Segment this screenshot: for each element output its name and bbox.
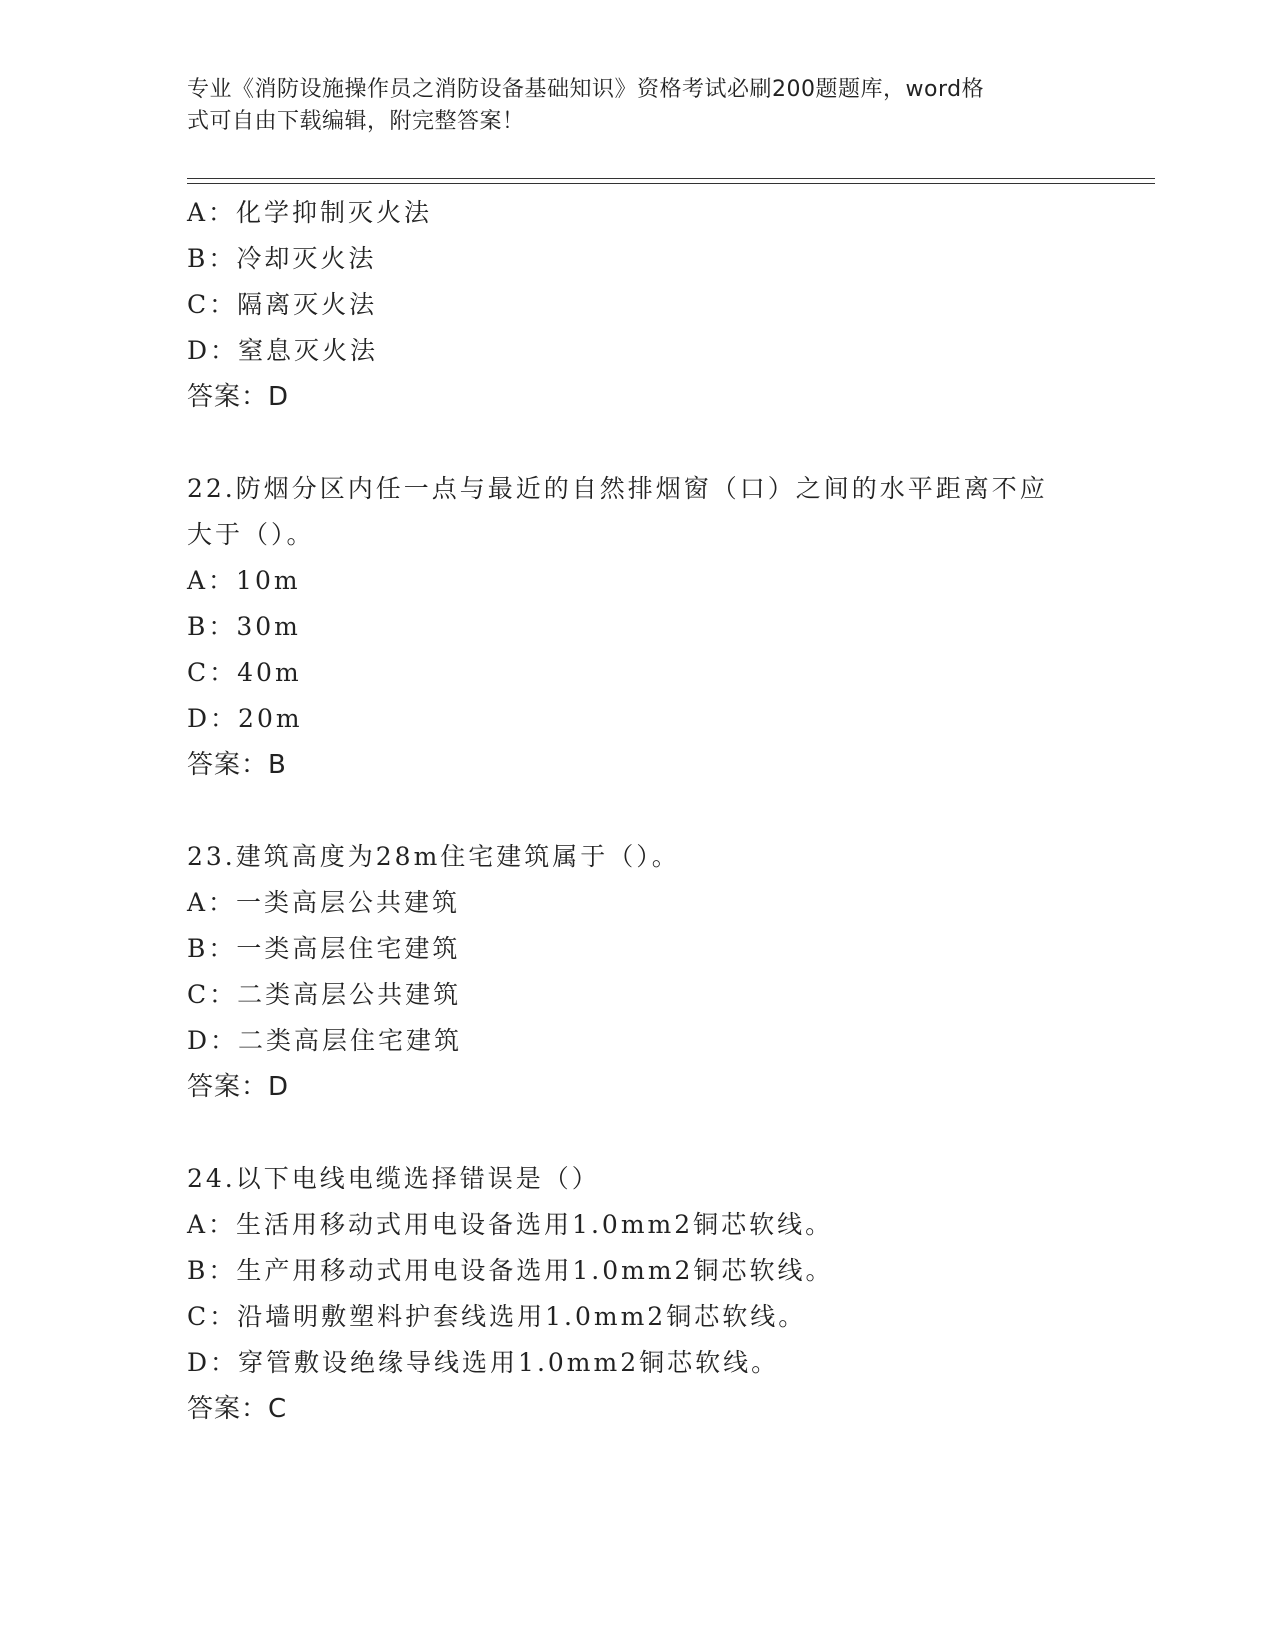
question-24 [187,1156,1087,1432]
question-stem-continued: 大于（）。 [187,520,315,549]
option-c: C：隔离灭火法 [187,290,378,319]
option-a: A：化学抑制灭火法 [187,198,433,227]
option-d: D：二类高层住宅建筑 [187,1026,463,1055]
document-header [187,74,1067,138]
option-a: A：生活用移动式用电设备选用1.0mm2铜芯软线。 [187,1210,834,1239]
question-stem: 22.防烟分区内任一点与最近的自然排烟窗（口）之间的水平距离不应 [187,474,1048,503]
header-line-1: 专业《消防设施操作员之消防设备基础知识》资格考试必刷200题题库，word格 [187,77,985,102]
option-d: D：20m [187,704,303,733]
question-22 [187,466,1087,788]
header-divider-top [187,178,1155,179]
question-stem: 23.建筑高度为28m住宅建筑属于（）。 [187,842,680,871]
option-a: A：10m [187,566,301,595]
answer-line: 答案：C [187,1394,288,1424]
question-list [187,190,1087,1432]
option-a: A：一类高层公共建筑 [187,888,461,917]
option-b: B：生产用移动式用电设备选用1.0mm2铜芯软线。 [187,1256,834,1285]
option-b: B：冷却灭火法 [187,244,377,273]
answer-line: 答案：B [187,750,287,780]
answer-line: 答案：D [187,1072,290,1102]
spacer [187,788,1087,834]
header-divider-bottom [187,183,1155,184]
option-c: C：40m [187,658,302,687]
option-b: B：一类高层住宅建筑 [187,934,461,963]
question-21-continued [187,190,1087,420]
spacer [187,1110,1087,1156]
question-23 [187,834,1087,1110]
answer-line: 答案：D [187,382,290,412]
option-d: D：穿管敷设绝缘导线选用1.0mm2铜芯软线。 [187,1348,780,1377]
question-stem: 24.以下电线电缆选择错误是（） [187,1164,600,1193]
option-d: D：窒息灭火法 [187,336,379,365]
option-b: B：30m [187,612,301,641]
header-line-2: 式可自由下载编辑，附完整答案！ [187,109,525,134]
spacer [187,420,1087,466]
option-c: C：二类高层公共建筑 [187,980,462,1009]
option-c: C：沿墙明敷塑料护套线选用1.0mm2铜芯软线。 [187,1302,807,1331]
